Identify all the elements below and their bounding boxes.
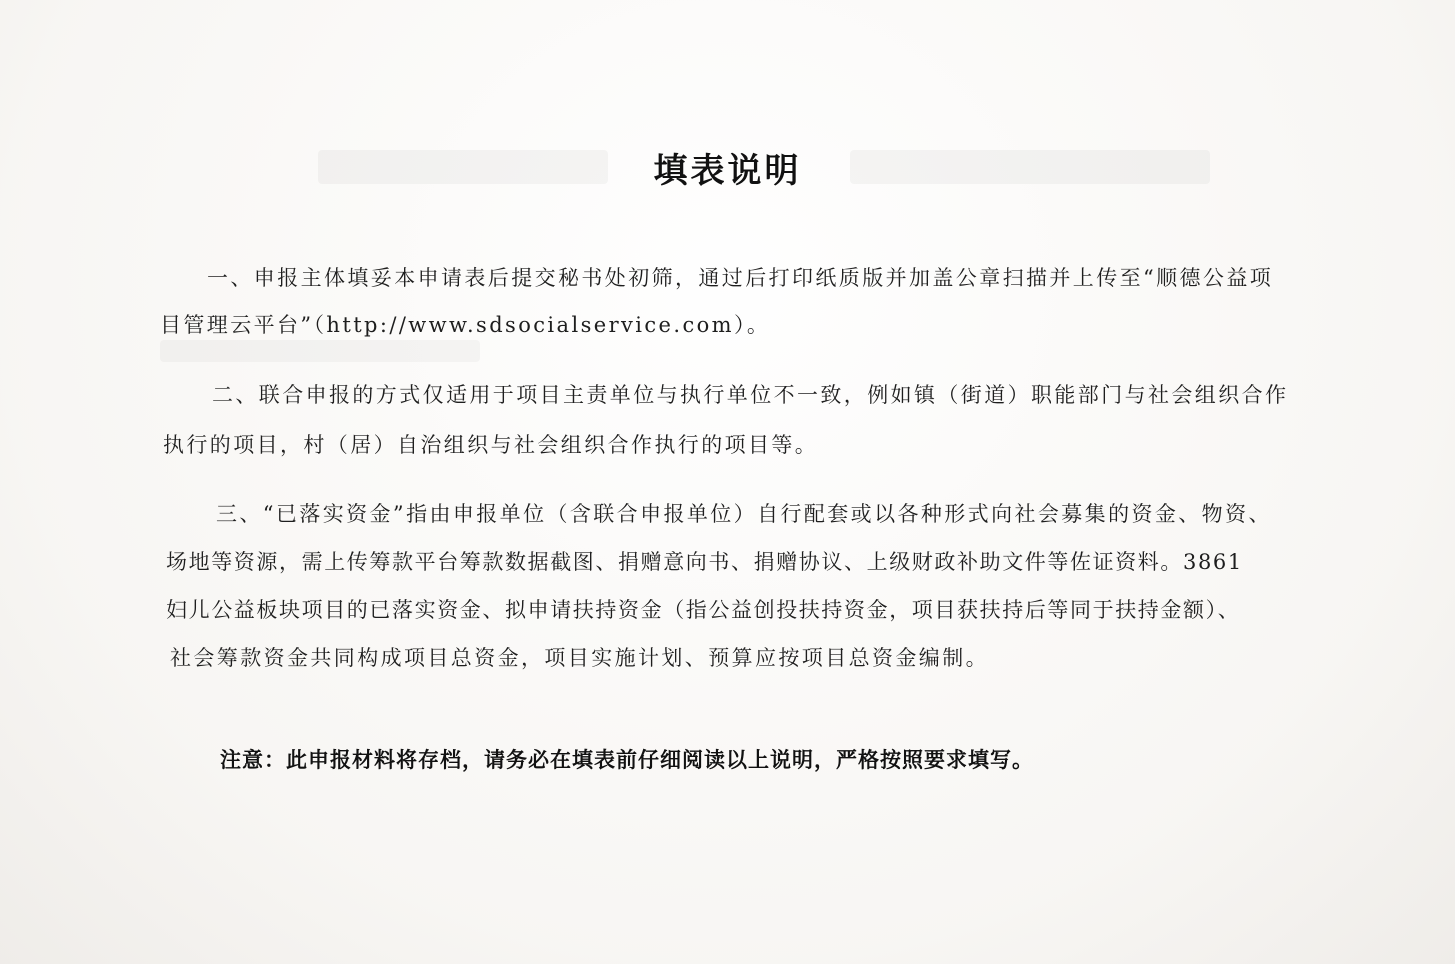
paragraph-1-line-2: 目管理云平台”（http://www.sdsocialservice.com）。 [160, 313, 771, 337]
paragraph-1-line-1: 一、申报主体填妥本申请表后提交秘书处初筛，通过后打印纸质版并加盖公章扫描并上传至“顺德公益项 [207, 266, 1274, 290]
paragraph-2-line-1: 二、联合申报的方式仅适用于项目主责单位与执行单位不一致，例如镇（街道）职能部门与社会组织合作 [212, 383, 1289, 407]
attention-note: 注意：此申报材料将存档，请务必在填表前仔细阅读以上说明，严格按照要求填写。 [220, 747, 1034, 772]
paragraph-3-line-4: 社会筹款资金共同构成项目总资金，项目实施计划、预算应按项目总资金编制。 [170, 646, 989, 670]
paragraph-2-line-2: 执行的项目，村（居）自治组织与社会组织合作执行的项目等。 [163, 433, 819, 457]
bleed-through-mark [160, 340, 480, 362]
paragraph-3-line-1: 三、“已落实资金”指由申报单位（含联合申报单位）自行配套或以各种形式向社会募集的资金、物资、 [216, 502, 1272, 526]
page-title: 填表说明 [653, 151, 802, 191]
paragraph-3-line-3: 妇儿公益板块项目的已落实资金、拟申请扶持资金（指公益创投扶持资金，项目获扶持后等同于扶持金额）、 [166, 598, 1241, 622]
paragraph-3-line-2: 场地等资源，需上传筹款平台筹款数据截图、捐赠意向书、捐赠协议、上级财政补助文件等佐证资料。3861 [166, 550, 1243, 574]
